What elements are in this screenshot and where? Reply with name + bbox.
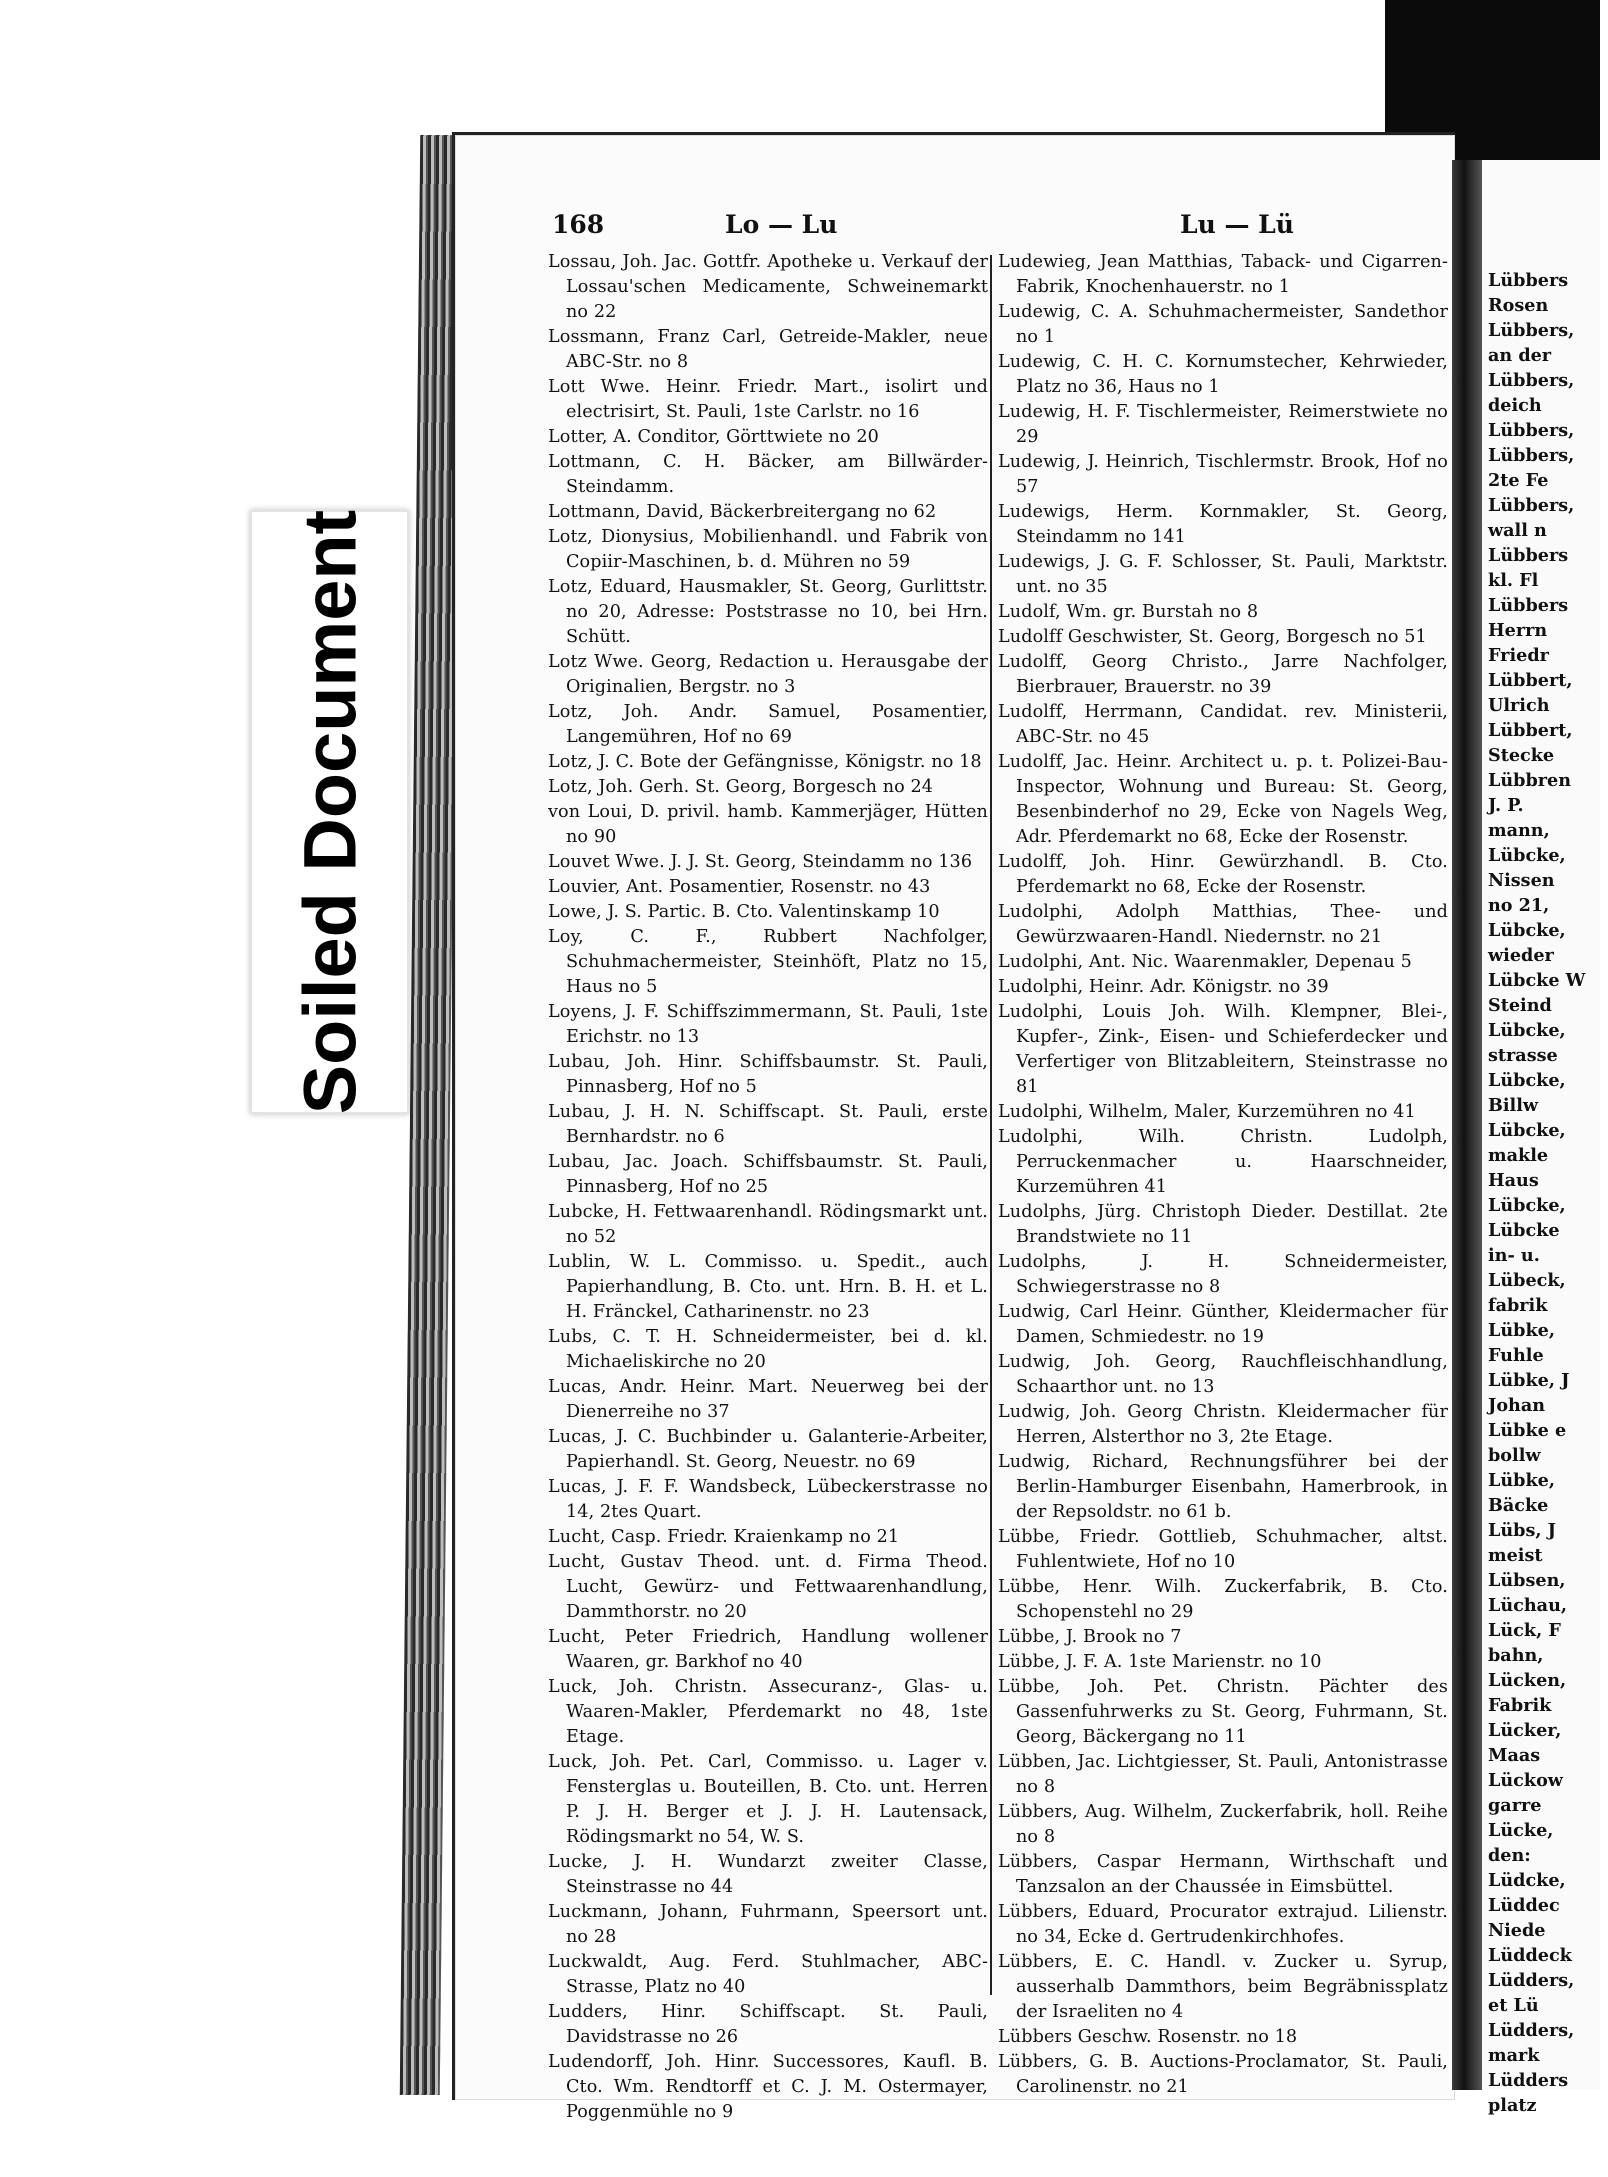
directory-entry: Ludewig, J. Heinrich, Tischlermstr. Brook, Hof no 57	[998, 452, 1448, 497]
directory-entry: Ludolphs, Jürg. Christoph Dieder. Destillat. 2te Brandstwiete no 11	[998, 1202, 1448, 1247]
directory-entry: Lubau, J. H. N. Schiffscapt. St. Pauli, erste Bernhardstr. no 6	[548, 1102, 988, 1147]
next-page-line: Lüdders	[1488, 2070, 1569, 2091]
next-page-line: Lübcke,	[1488, 920, 1566, 941]
directory-entry: Lucht, Gustav Theod. unt. d. Firma Theod. Lucht, Gewürz- und Fettwaarenhandlung, Dammthorstr. no 20	[548, 1552, 988, 1622]
directory-entry: Ludolphi, Louis Joh. Wilh. Klempner, Blei-, Kupfer-, Zink-, Eisen- und Schieferdecker und Verfertiger von Blitzableitern, Steinstrasse no 81	[998, 1002, 1448, 1097]
directory-entry: Ludwig, Joh. Georg Christn. Kleidermacher für Herren, Alsterthor no 3, 2te Etage.	[998, 1402, 1448, 1447]
directory-entry: Ludolff Geschwister, St. Georg, Borgesch no 51	[998, 627, 1427, 647]
directory-entry: Ludewieg, Jean Matthias, Taback- und Cigarren-Fabrik, Knochenhauerstr. no 1	[998, 252, 1448, 297]
next-page-fragment	[1482, 160, 1600, 2116]
directory-entry: Ludwig, Joh. Georg, Rauchfleischhandlung, Schaarthor unt. no 13	[998, 1352, 1448, 1397]
next-page-line: Lübke, J	[1488, 1370, 1570, 1391]
directory-entry: Lotz, Dionysius, Mobilienhandl. und Fabrik von Copiir-Maschinen, b. d. Mühren no 59	[548, 527, 988, 572]
directory-entry: Ludolf, Wm. gr. Burstah no 8	[998, 602, 1259, 622]
next-page-line: Lübbers,	[1488, 420, 1575, 441]
directory-entry: Ludwig, Carl Heinr. Günther, Kleidermacher für Damen, Schmiedestr. no 19	[998, 1302, 1448, 1347]
directory-entry: Ludolff, Joh. Hinr. Gewürzhandl. B. Cto. Pferdemarkt no 68, Ecke der Rosenstr.	[998, 852, 1448, 897]
directory-entry: Lucht, Casp. Friedr. Kraienkamp no 21	[548, 1527, 900, 1547]
next-page-line: Lüdders,	[1488, 1970, 1575, 1991]
next-page-line: Lübeck,	[1488, 1270, 1566, 1291]
next-page-line: bollw	[1488, 1445, 1541, 1466]
directory-entry: Lotz Wwe. Georg, Redaction u. Herausgabe der Originalien, Bergstr. no 3	[548, 652, 988, 697]
next-page-line: strasse	[1488, 1045, 1558, 1066]
directory-entry: Lotz, Joh. Andr. Samuel, Posamentier, Langemühren, Hof no 69	[548, 702, 988, 747]
next-page-line: Lücken,	[1488, 1670, 1567, 1691]
next-page-line: Lübbren	[1488, 770, 1572, 791]
next-page-line: Lübbers	[1488, 270, 1569, 291]
next-page-line: Lübbert,	[1488, 720, 1573, 741]
next-page-line: no 21,	[1488, 895, 1550, 916]
directory-entry: Lottmann, David, Bäckerbreitergang no 62	[548, 502, 937, 522]
soiled-document-text: Soiled Document	[288, 509, 371, 1115]
next-page-line: Lüdcke,	[1488, 1870, 1566, 1891]
column-divider	[990, 255, 992, 1995]
page-number: 168	[552, 210, 605, 239]
next-page-line: platz	[1488, 2095, 1537, 2116]
directory-entry: Ludewig, C. A. Schuhmachermeister, Sandethor no 1	[998, 302, 1448, 347]
next-page-line: Lücker,	[1488, 1720, 1562, 1741]
header-right-range: Lu — Lü	[1180, 210, 1294, 239]
next-page-line: Lübcke,	[1488, 1195, 1566, 1216]
next-page-line: Lüdders,	[1488, 2020, 1575, 2041]
next-page-line: Lübcke,	[1488, 845, 1566, 866]
next-page-line: wieder	[1488, 945, 1554, 966]
directory-entry: Ludolphi, Adolph Matthias, Thee- und Gewürzwaaren-Handl. Niedernstr. no 21	[998, 902, 1448, 947]
next-page-line: Johan	[1488, 1395, 1546, 1416]
next-page-line: an der	[1488, 345, 1552, 366]
directory-entry: Ludewigs, Herm. Kornmakler, St. Georg, Steindamm no 141	[998, 502, 1448, 547]
next-page-column	[1488, 268, 1608, 2118]
directory-entry: Lübbers, E. C. Handl. v. Zucker u. Syrup, ausserhalb Dammthors, beim Begräbnissplatz der Israeliten no 4	[998, 1952, 1448, 2022]
next-page-line: Herrn	[1488, 620, 1548, 641]
directory-entry: von Loui, D. privil. hamb. Kammerjäger, Hütten no 90	[548, 802, 988, 847]
next-page-line: Nissen	[1488, 870, 1555, 891]
directory-entry: Ludewigs, J. G. F. Schlosser, St. Pauli, Marktstr. unt. no 35	[998, 552, 1448, 597]
directory-entry: Lübben, Jac. Lichtgiesser, St. Pauli, Antonistrasse no 8	[998, 1752, 1448, 1797]
directory-entry: Lossmann, Franz Carl, Getreide-Makler, neue ABC-Str. no 8	[548, 327, 988, 372]
directory-entry: Lossau, Joh. Jac. Gottfr. Apotheke u. Verkauf der Lossau'schen Medicamente, Schweinemarkt no 22	[548, 252, 988, 322]
next-page-line: Niede	[1488, 1920, 1546, 1941]
next-page-line: Lübs, J	[1488, 1520, 1556, 1541]
next-page-line: kl. Fl	[1488, 570, 1539, 591]
next-page-line: Lübbers,	[1488, 370, 1575, 391]
directory-entry: Lübbe, Henr. Wilh. Zuckerfabrik, B. Cto. Schopenstehl no 29	[998, 1577, 1448, 1622]
right-column	[998, 250, 1448, 2100]
next-page-line: J. P.	[1488, 795, 1524, 816]
directory-entry: Ludendorff, Joh. Hinr. Successores, Kaufl. B. Cto. Wm. Rendtorff et C. J. M. Ostermayer, Poggenmühle no 9	[548, 2052, 988, 2122]
directory-entry: Louvier, Ant. Posamentier, Rosenstr. no 43	[548, 877, 931, 897]
directory-entry: Lübbe, J. F. A. 1ste Marienstr. no 10	[998, 1652, 1322, 1672]
next-page-line: Maas	[1488, 1745, 1541, 1766]
directory-entry: Ludolphi, Heinr. Adr. Königstr. no 39	[998, 977, 1329, 997]
directory-entry: Ludolphi, Wilhelm, Maler, Kurzemühren no 41	[998, 1102, 1416, 1122]
directory-entry: Lotz, Joh. Gerh. St. Georg, Borgesch no 24	[548, 777, 934, 797]
left-column	[548, 250, 988, 2125]
directory-entry: Lucke, J. H. Wundarzt zweiter Classe, Steinstrasse no 44	[548, 1852, 988, 1897]
directory-entry: Lotz, Eduard, Hausmakler, St. Georg, Gurlittstr. no 20, Adresse: Poststrasse no 10, bei Hrn. Schütt.	[548, 577, 988, 647]
next-page-line: Lücke,	[1488, 1820, 1554, 1841]
directory-entry: Luck, Joh. Christn. Assecuranz-, Glas- u. Waaren-Makler, Pferdemarkt no 48, 1ste Etage.	[548, 1677, 988, 1747]
next-page-line: Lübcke	[1488, 1220, 1560, 1241]
directory-entry: Luckwaldt, Aug. Ferd. Stuhlmacher, ABC-Strasse, Platz no 40	[548, 1952, 988, 1997]
next-page-line: fabrik	[1488, 1295, 1548, 1316]
soiled-document-label	[250, 510, 409, 1114]
next-page-line: Lübcke,	[1488, 1070, 1566, 1091]
next-page-line: Rosen	[1488, 295, 1549, 316]
next-page-line: mark	[1488, 2045, 1540, 2066]
directory-entry: Lübbers, Eduard, Procurator extrajud. Lilienstr. no 34, Ecke d. Gertrudenkirchhofes.	[998, 1902, 1448, 1947]
directory-entry: Loy, C. F., Rubbert Nachfolger, Schuhmachermeister, Steinhöft, Platz no 15, Haus no 5	[548, 927, 988, 997]
next-page-line: wall n	[1488, 520, 1547, 541]
next-page-line: garre	[1488, 1795, 1542, 1816]
next-page-line: Billw	[1488, 1095, 1539, 1116]
directory-entry: Ludolff, Georg Christo., Jarre Nachfolger, Bierbrauer, Brauerstr. no 39	[998, 652, 1448, 697]
next-page-line: mann,	[1488, 820, 1550, 841]
header-left-range: Lo — Lu	[725, 210, 838, 239]
next-page-line: 2te Fe	[1488, 470, 1549, 491]
directory-entry: Lubau, Joh. Hinr. Schiffsbaumstr. St. Pauli, Pinnasberg, Hof no 5	[548, 1052, 988, 1097]
next-page-line: Ulrich	[1488, 695, 1550, 716]
next-page-line: den:	[1488, 1845, 1531, 1866]
directory-entry: Lotter, A. Conditor, Görttwiete no 20	[548, 427, 879, 447]
next-page-line: Lübbers,	[1488, 320, 1575, 341]
next-page-line: Lübbers,	[1488, 445, 1575, 466]
directory-entry: Ludders, Hinr. Schiffscapt. St. Pauli, Davidstrasse no 26	[548, 2002, 988, 2047]
next-page-line: et Lü	[1488, 1995, 1539, 2016]
next-page-line: Lüchau,	[1488, 1595, 1567, 1616]
next-page-line: Lübbers,	[1488, 495, 1575, 516]
next-page-line: Lübcke,	[1488, 1020, 1566, 1041]
next-page-line: Haus	[1488, 1170, 1539, 1191]
next-page-line: deich	[1488, 395, 1542, 416]
directory-entry: Louvet Wwe. J. J. St. Georg, Steindamm no 136	[548, 852, 973, 872]
directory-entry: Lübbers, Caspar Hermann, Wirthschaft und Tanzsalon an der Chaussée in Eimsbüttel.	[998, 1852, 1448, 1897]
next-page-line: Lübsen,	[1488, 1570, 1566, 1591]
directory-entry: Ludolphi, Ant. Nic. Waarenmakler, Depenau 5	[998, 952, 1412, 972]
directory-entry: Lucas, J. C. Buchbinder u. Galanterie-Arbeiter, Papierhandl. St. Georg, Neuestr. no 69	[548, 1427, 988, 1472]
directory-entry: Ludwig, Richard, Rechnungsführer bei der Berlin-Hamburger Eisenbahn, Hamerbrook, in der Repsoldstr. no 61 b.	[998, 1452, 1448, 1522]
next-page-line: Lübbert,	[1488, 670, 1573, 691]
next-page-line: Lübke,	[1488, 1320, 1555, 1341]
directory-entry: Lucas, J. F. F. Wandsbeck, Lübeckerstrasse no 14, 2tes Quart.	[548, 1477, 988, 1522]
directory-entry: Lübbe, J. Brook no 7	[998, 1627, 1182, 1647]
next-page-line: Lückow	[1488, 1770, 1563, 1791]
directory-entry: Lübbers, Aug. Wilhelm, Zuckerfabrik, holl. Reihe no 8	[998, 1802, 1448, 1847]
next-page-line: Lübke,	[1488, 1470, 1555, 1491]
directory-entry: Ludolphi, Wilh. Christn. Ludolph, Perruckenmacher u. Haarschneider, Kurzemühren 41	[998, 1127, 1448, 1197]
book-gutter	[1452, 160, 1482, 2090]
next-page-line: makle	[1488, 1145, 1549, 1166]
next-page-line: Lüddec	[1488, 1895, 1560, 1916]
next-page-line: bahn,	[1488, 1645, 1544, 1666]
directory-entry: Loyens, J. F. Schiffszimmermann, St. Pauli, 1ste Erichstr. no 13	[548, 1002, 988, 1047]
directory-entry: Lubau, Jac. Joach. Schiffsbaumstr. St. Pauli, Pinnasberg, Hof no 25	[548, 1152, 988, 1197]
next-page-line: Steind	[1488, 995, 1552, 1016]
next-page-line: Bäcke	[1488, 1495, 1549, 1516]
next-page-line: Lübcke W	[1488, 970, 1586, 991]
directory-entry: Lübbers Geschw. Rosenstr. no 18	[998, 2027, 1298, 2047]
next-page-line: Lübcke,	[1488, 1120, 1566, 1141]
next-page-line: Friedr	[1488, 645, 1549, 666]
directory-entry: Luckmann, Johann, Fuhrmann, Speersort unt. no 28	[548, 1902, 988, 1947]
directory-entry: Ludolff, Jac. Heinr. Architect u. p. t. Polizei-Bau-Inspector, Wohnung und Bureau: St. Georg, Besenbinderhof no 29, Ecke von Nagels Weg, Adr. Pferdemarkt no 68, Ecke der Rosenstr.	[998, 752, 1448, 847]
next-page-line: Fuhle	[1488, 1345, 1544, 1366]
next-page-line: Lübbers	[1488, 595, 1569, 616]
next-page-line: Fabrik	[1488, 1695, 1552, 1716]
next-page-line: Lübbers	[1488, 545, 1569, 566]
directory-entry: Lotz, J. C. Bote der Gefängnisse, Königstr. no 18	[548, 752, 982, 772]
directory-entry: Lubcke, H. Fettwaarenhandl. Rödingsmarkt unt. no 52	[548, 1202, 988, 1247]
directory-entry: Ludolphs, J. H. Schneidermeister, Schwiegerstrasse no 8	[998, 1252, 1448, 1297]
directory-entry: Lublin, W. L. Commisso. u. Spedit., auch Papierhandlung, B. Cto. unt. Hrn. B. H. et L. H. Fränckel, Catharinenstr. no 23	[548, 1252, 988, 1322]
next-page-line: meist	[1488, 1545, 1543, 1566]
directory-entry: Lübbers, G. B. Auctions-Proclamator, St. Pauli, Carolinenstr. no 21	[998, 2052, 1448, 2097]
directory-entry: Lübbe, Joh. Pet. Christn. Pächter des Gassenfuhrwerks zu St. Georg, Fuhrmann, St. Georg, Bäckergang no 11	[998, 1677, 1448, 1747]
directory-entry: Lott Wwe. Heinr. Friedr. Mart., isolirt und electrisirt, St. Pauli, 1ste Carlstr. no 16	[548, 377, 988, 422]
directory-entry: Lübbe, Friedr. Gottlieb, Schuhmacher, altst. Fuhlentwiete, Hof no 10	[998, 1527, 1448, 1572]
next-page-line: Lück, F	[1488, 1620, 1561, 1641]
directory-entry: Lucht, Peter Friedrich, Handlung wollener Waaren, gr. Barkhof no 40	[548, 1627, 988, 1672]
next-page-line: Stecke	[1488, 745, 1555, 766]
directory-entry: Lucas, Andr. Heinr. Mart. Neuerweg bei der Dienerreihe no 37	[548, 1377, 988, 1422]
directory-entry: Ludewig, H. F. Tischlermeister, Reimerstwiete no 29	[998, 402, 1448, 447]
directory-entry: Luck, Joh. Pet. Carl, Commisso. u. Lager v. Fensterglas u. Bouteillen, B. Cto. unt. Herren P. J. H. Berger et J. J. H. Lautensack, Rödingsmarkt no 54, W. S.	[548, 1752, 988, 1847]
directory-entry: Lottmann, C. H. Bäcker, am Billwärder-Steindamm.	[548, 452, 988, 497]
directory-entry: Lowe, J. S. Partic. B. Cto. Valentinskamp 10	[548, 902, 940, 922]
directory-entry: Ludewig, C. H. C. Kornumstecher, Kehrwieder, Platz no 36, Haus no 1	[998, 352, 1448, 397]
directory-entry: Lubs, C. T. H. Schneidermeister, bei d. kl. Michaeliskirche no 20	[548, 1327, 988, 1372]
next-page-line: Lübke e	[1488, 1420, 1567, 1441]
next-page-line: in- u.	[1488, 1245, 1540, 1266]
directory-entry: Ludolff, Herrmann, Candidat. rev. Ministerii, ABC-Str. no 45	[998, 702, 1448, 747]
next-page-line: Lüddeck	[1488, 1945, 1572, 1966]
